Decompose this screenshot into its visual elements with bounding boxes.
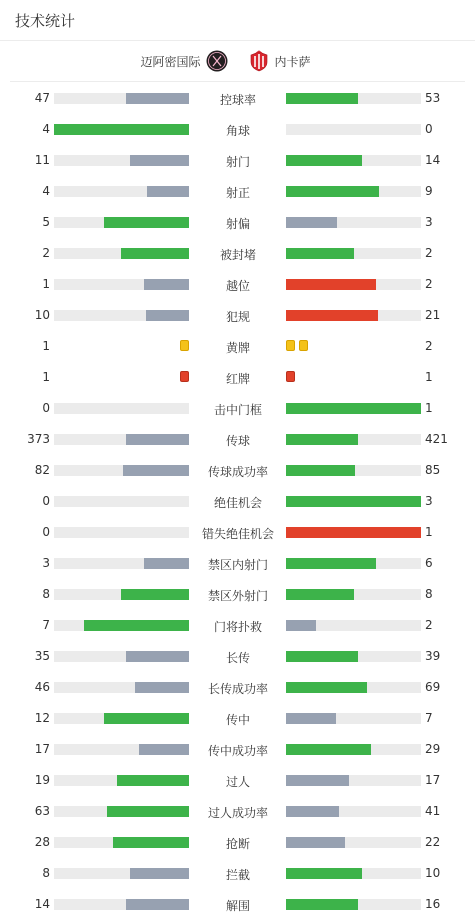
stat-row	[0, 300, 475, 331]
home-value: 0	[42, 401, 50, 415]
stat-label: 过人	[225, 775, 250, 789]
away-value: 2	[425, 277, 433, 291]
home-value: 11	[34, 153, 50, 167]
home-bar-fill	[113, 837, 189, 848]
home-bar-fill	[126, 899, 189, 910]
home-value: 14	[34, 897, 50, 911]
home-bar-track	[54, 868, 189, 879]
home-bar-track	[54, 310, 189, 321]
stat-label: 错失绝佳机会	[201, 527, 274, 541]
away-bar-track	[286, 527, 421, 538]
home-value: 63	[34, 804, 50, 818]
home-value: 0	[42, 494, 50, 508]
away-bar-track	[286, 651, 421, 662]
away-value: 9	[425, 184, 433, 198]
home-bar-fill	[104, 713, 189, 724]
stat-label: 拦截	[225, 868, 250, 882]
away-bar-track	[286, 434, 421, 445]
away-value: 7	[425, 711, 433, 725]
away-bar-track	[286, 279, 421, 290]
away-bar-track	[286, 186, 421, 197]
away-value: 21	[425, 308, 441, 322]
stat-row	[0, 207, 475, 238]
home-bar-track	[54, 589, 189, 600]
stat-label: 传中成功率	[207, 744, 268, 758]
stat-row	[0, 269, 475, 300]
home-value: 1	[42, 370, 50, 384]
away-bar-fill	[286, 589, 354, 600]
stat-row	[0, 331, 475, 362]
stat-label: 射正	[225, 186, 250, 200]
page-title: 技术统计	[15, 12, 76, 30]
away-value: 1	[425, 370, 433, 384]
stat-label: 黄牌	[225, 341, 250, 355]
away-value: 2	[425, 246, 433, 260]
stat-row	[0, 641, 475, 672]
home-bar-track	[54, 806, 189, 817]
stat-row	[0, 858, 475, 889]
home-cards	[180, 340, 189, 351]
home-bar-track	[54, 217, 189, 228]
stat-label: 绝佳机会	[213, 496, 262, 510]
stat-row	[0, 424, 475, 455]
teams-header	[10, 41, 465, 82]
stat-label: 禁区外射门	[207, 589, 268, 603]
away-bar-fill	[286, 217, 337, 228]
home-value: 7	[42, 618, 50, 632]
yellow-card-icon	[299, 340, 308, 351]
away-value: 0	[425, 122, 433, 136]
away-value: 3	[425, 494, 433, 508]
stat-label: 控球率	[219, 93, 256, 107]
home-bar-track	[54, 279, 189, 290]
home-bar-track	[54, 93, 189, 104]
home-bar-fill	[139, 744, 189, 755]
away-bar-fill	[286, 496, 421, 507]
away-value: 41	[425, 804, 441, 818]
stat-row	[0, 734, 475, 765]
home-bar-track	[54, 558, 189, 569]
home-bar-fill	[126, 434, 189, 445]
away-bar-fill	[286, 310, 378, 321]
away-team-name: 内卡萨	[274, 54, 311, 69]
home-value: 17	[34, 742, 50, 756]
home-bar-fill	[130, 155, 189, 166]
home-bar-track	[54, 403, 189, 414]
away-value: 1	[425, 525, 433, 539]
home-bar-fill	[121, 589, 189, 600]
away-bar-fill	[286, 434, 358, 445]
stat-row	[0, 703, 475, 734]
home-bar-fill	[123, 465, 189, 476]
home-bar-fill	[135, 682, 189, 693]
home-value: 2	[42, 246, 50, 260]
stat-label: 传中	[225, 713, 250, 727]
stat-label: 犯规	[225, 310, 250, 324]
stat-row	[0, 672, 475, 703]
home-bar-fill	[144, 558, 189, 569]
away-value: 10	[425, 866, 441, 880]
stat-row	[0, 517, 475, 548]
home-bar-track	[54, 465, 189, 476]
home-value: 0	[42, 525, 50, 539]
away-bar-track	[286, 868, 421, 879]
stat-row	[0, 393, 475, 424]
stat-label: 射门	[225, 155, 250, 169]
home-value: 35	[34, 649, 50, 663]
away-value: 3	[425, 215, 433, 229]
away-bar-fill	[286, 558, 376, 569]
away-bar-fill	[286, 186, 379, 197]
stat-label: 传球成功率	[207, 465, 268, 479]
home-cards	[180, 371, 189, 382]
away-value: 2	[425, 618, 433, 632]
home-bar-fill	[121, 248, 189, 259]
away-bar-track	[286, 620, 421, 631]
home-bar-track	[54, 744, 189, 755]
away-bar-fill	[286, 899, 358, 910]
home-value: 8	[42, 587, 50, 601]
away-bar-fill	[286, 806, 339, 817]
home-bar-track	[54, 434, 189, 445]
home-bar-track	[54, 155, 189, 166]
home-bar-track	[54, 496, 189, 507]
stat-label: 越位	[225, 279, 250, 293]
home-value: 46	[34, 680, 50, 694]
home-value: 10	[34, 308, 50, 322]
stat-row	[0, 455, 475, 486]
away-value: 53	[425, 91, 441, 105]
away-value: 6	[425, 556, 433, 570]
stat-row	[0, 176, 475, 207]
away-bar-fill	[286, 155, 362, 166]
home-bar-fill	[84, 620, 189, 631]
stat-row	[0, 796, 475, 827]
home-value: 12	[34, 711, 50, 725]
away-bar-fill	[286, 279, 376, 290]
away-bar-fill	[286, 93, 358, 104]
home-bar-fill	[147, 186, 189, 197]
away-bar-track	[286, 744, 421, 755]
home-bar-fill	[130, 868, 189, 879]
home-bar-fill	[107, 806, 189, 817]
away-value: 85	[425, 463, 441, 477]
home-bar-track	[54, 527, 189, 538]
home-team-name: 迈阿密国际	[140, 54, 201, 69]
stat-label: 击中门框	[213, 403, 262, 417]
home-bar-fill	[126, 651, 189, 662]
home-bar-fill	[117, 775, 189, 786]
stat-row	[0, 238, 475, 269]
home-value: 1	[42, 339, 50, 353]
stat-label: 过人成功率	[207, 806, 268, 820]
stat-row	[0, 765, 475, 796]
home-value: 8	[42, 866, 50, 880]
away-bar-fill	[286, 465, 355, 476]
home-bar-track	[54, 186, 189, 197]
yellow-card-icon	[180, 340, 189, 351]
away-value: 16	[425, 897, 441, 911]
stat-row	[0, 83, 475, 114]
stat-label: 射偏	[225, 217, 250, 231]
stat-label: 禁区内射门	[207, 558, 268, 572]
away-value: 17	[425, 773, 441, 787]
away-bar-track	[286, 837, 421, 848]
away-bar-track	[286, 806, 421, 817]
home-bar-fill	[146, 310, 189, 321]
stat-row	[0, 579, 475, 610]
away-bar-track	[286, 589, 421, 600]
home-value: 4	[42, 122, 50, 136]
red-card-icon	[180, 371, 189, 382]
home-bar-track	[54, 124, 189, 135]
home-bar-track	[54, 651, 189, 662]
away-bar-track	[286, 682, 421, 693]
home-bar-track	[54, 713, 189, 724]
home-bar-track	[54, 837, 189, 848]
yellow-card-icon	[286, 340, 295, 351]
stat-row	[0, 362, 475, 393]
home-bar-track	[54, 775, 189, 786]
stat-row	[0, 889, 475, 920]
away-bar-fill	[286, 868, 362, 879]
stat-label: 角球	[225, 124, 250, 138]
away-bar-track	[286, 124, 421, 135]
away-bar-track	[286, 465, 421, 476]
away-bar-fill	[286, 713, 336, 724]
away-bar-track	[286, 558, 421, 569]
home-bar-fill	[144, 279, 189, 290]
stat-label: 抢断	[225, 837, 250, 851]
stat-row	[0, 827, 475, 858]
stat-row	[0, 145, 475, 176]
away-value: 29	[425, 742, 441, 756]
home-bar-track	[54, 248, 189, 259]
home-value: 5	[42, 215, 50, 229]
away-value: 69	[425, 680, 441, 694]
stat-label: 长传	[225, 651, 250, 665]
home-bar-fill	[54, 124, 189, 135]
away-value: 22	[425, 835, 441, 849]
page-header	[0, 0, 475, 41]
away-bar-fill	[286, 682, 367, 693]
away-bar-fill	[286, 775, 349, 786]
home-value: 373	[27, 432, 50, 446]
away-bar-fill	[286, 527, 421, 538]
away-value: 1	[425, 401, 433, 415]
home-value: 47	[34, 91, 50, 105]
away-bar-fill	[286, 744, 371, 755]
away-bar-fill	[286, 651, 358, 662]
away-bar-fill	[286, 837, 345, 848]
away-bar-track	[286, 248, 421, 259]
away-bar-track	[286, 310, 421, 321]
away-bar-track	[286, 217, 421, 228]
home-bar-track	[54, 620, 189, 631]
home-value: 3	[42, 556, 50, 570]
away-team[interactable]	[248, 50, 311, 72]
away-bar-track	[286, 155, 421, 166]
away-bar-fill	[286, 620, 316, 631]
away-bar-track	[286, 403, 421, 414]
away-bar-track	[286, 899, 421, 910]
home-team[interactable]	[140, 50, 227, 72]
home-value: 4	[42, 184, 50, 198]
home-bar-fill	[126, 93, 189, 104]
stat-row	[0, 486, 475, 517]
away-value: 2	[425, 339, 433, 353]
away-bar-fill	[286, 248, 354, 259]
away-cards	[286, 340, 308, 351]
stat-label: 被封堵	[219, 248, 256, 262]
home-bar-fill	[104, 217, 189, 228]
away-bar-track	[286, 496, 421, 507]
stat-label: 长传成功率	[207, 682, 268, 696]
away-bar-track	[286, 775, 421, 786]
stat-row	[0, 114, 475, 145]
stat-row	[0, 548, 475, 579]
away-cards	[286, 371, 295, 382]
home-bar-track	[54, 682, 189, 693]
necaxa-logo-icon	[248, 50, 270, 72]
red-card-icon	[286, 371, 295, 382]
away-bar-track	[286, 93, 421, 104]
inter-miami-logo-icon	[206, 50, 228, 72]
home-value: 82	[34, 463, 50, 477]
away-value: 14	[425, 153, 441, 167]
home-value: 19	[34, 773, 50, 787]
away-value: 39	[425, 649, 441, 663]
stat-label: 传球	[225, 434, 250, 448]
stat-label: 红牌	[225, 372, 250, 386]
home-value: 28	[34, 835, 50, 849]
stat-row	[0, 610, 475, 641]
away-value: 8	[425, 587, 433, 601]
home-bar-track	[54, 899, 189, 910]
stat-label: 解围	[225, 899, 250, 913]
stat-label: 门将扑救	[213, 620, 262, 634]
away-value: 421	[425, 432, 448, 446]
away-bar-fill	[286, 403, 421, 414]
away-bar-track	[286, 713, 421, 724]
home-value: 1	[42, 277, 50, 291]
